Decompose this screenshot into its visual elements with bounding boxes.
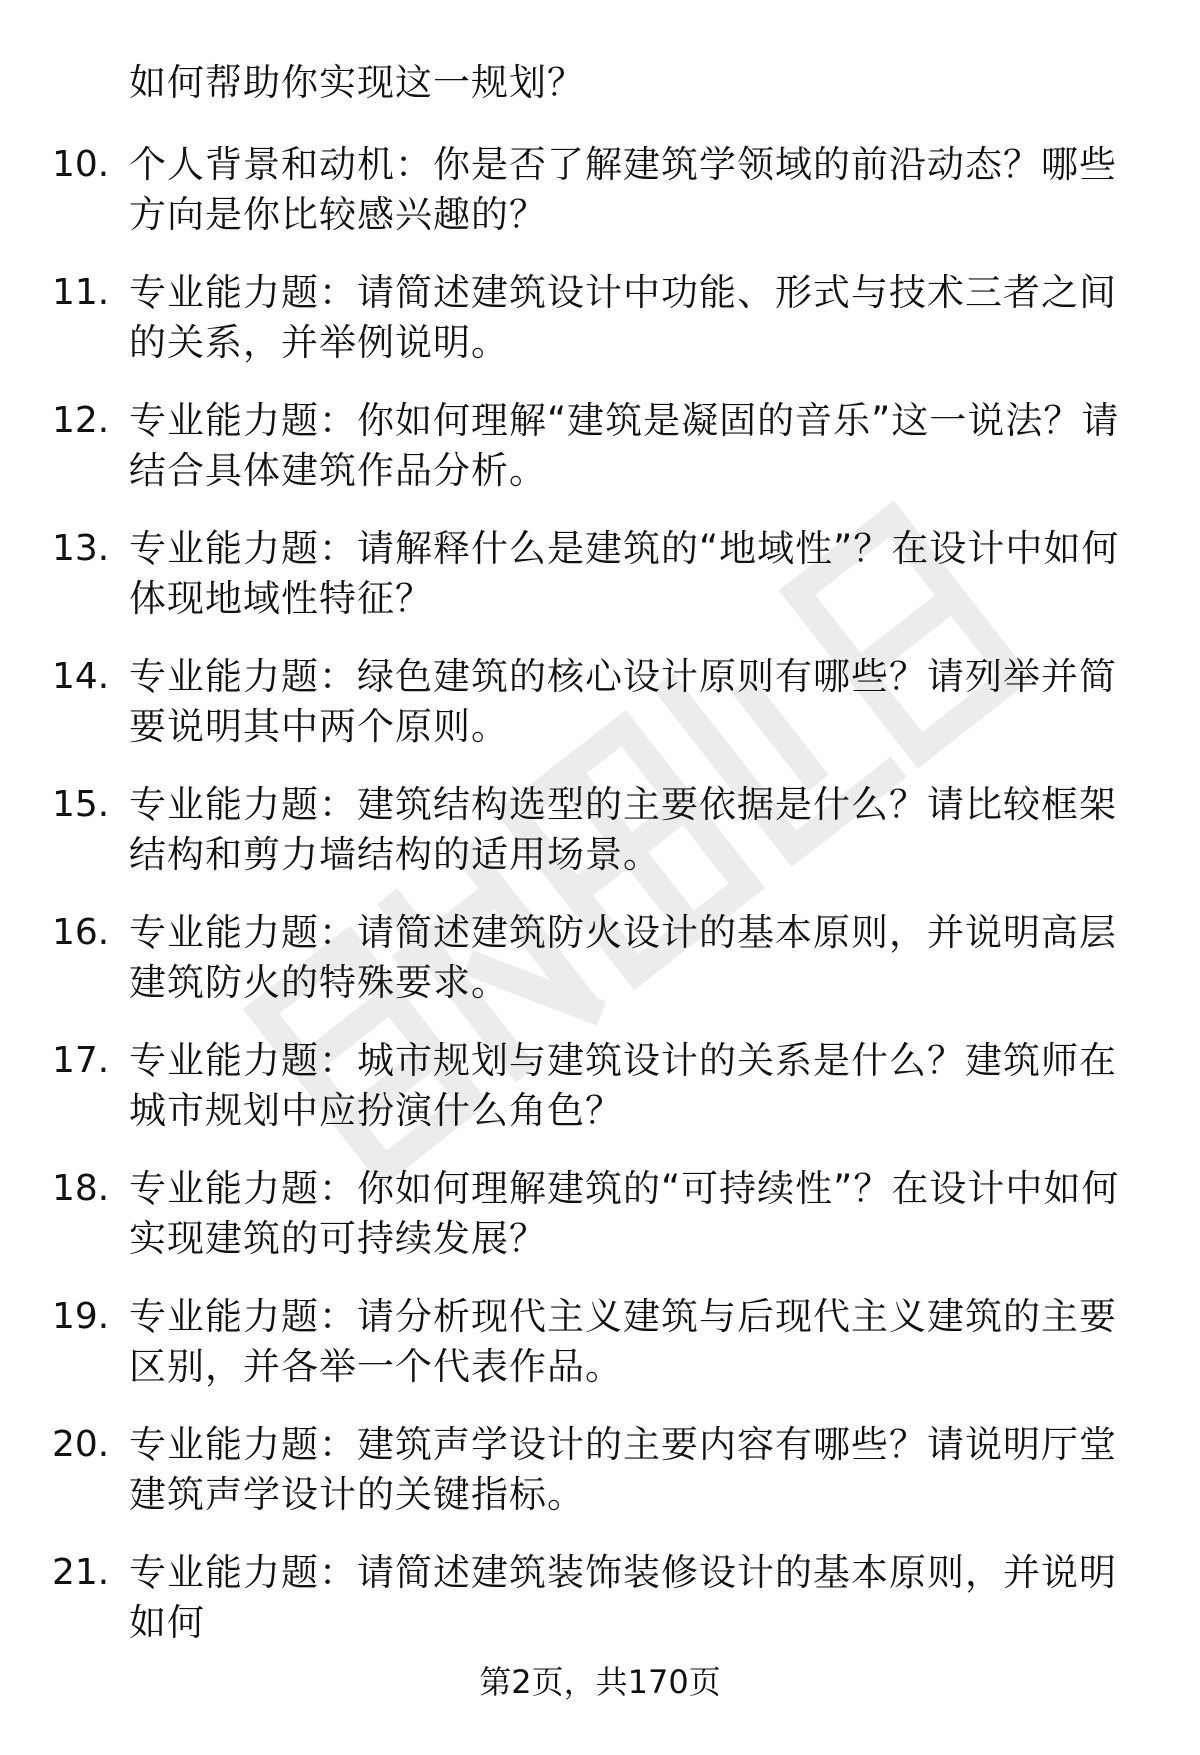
item-text: 专业能力题：城市规划与建筑设计的关系是什么？建筑师在城市规划中应扮演什么角色？ bbox=[129, 1039, 1117, 1132]
item-number: 19. bbox=[52, 1296, 110, 1337]
item-text: 专业能力题：请分析现代主义建筑与后现代主义建筑的主要区别，并各举一个代表作品。 bbox=[129, 1295, 1117, 1388]
item-number: 11. bbox=[52, 272, 110, 313]
item-text: 专业能力题：请简述建筑装饰装修设计的基本原则，并说明如何 bbox=[129, 1551, 1117, 1644]
list-item bbox=[0, 1292, 1200, 1420]
list-item bbox=[0, 780, 1200, 908]
item-number: 15. bbox=[52, 784, 110, 825]
item-text: 专业能力题：你如何理解“建筑是凝固的音乐”这一说法？请结合具体建筑作品分析。 bbox=[129, 399, 1120, 492]
list-item bbox=[0, 524, 1200, 652]
item-text: 专业能力题：建筑结构选型的主要依据是什么？请比较框架结构和剪力墙结构的适用场景。 bbox=[129, 783, 1117, 876]
question-list bbox=[0, 140, 1200, 1676]
list-item bbox=[0, 140, 1200, 268]
list-item bbox=[0, 1420, 1200, 1548]
item-number: 21. bbox=[52, 1552, 110, 1593]
item-number: 14. bbox=[52, 656, 110, 697]
item-text: 专业能力题：绿色建筑的核心设计原则有哪些？请列举并简要说明其中两个原则。 bbox=[129, 655, 1117, 748]
continuation-text: 如何帮助你实现这一规划？ bbox=[129, 61, 585, 104]
item-text: 专业能力题：你如何理解建筑的“可持续性”？在设计中如何实现建筑的可持续发展？ bbox=[129, 1167, 1120, 1260]
item-number: 20. bbox=[52, 1424, 110, 1465]
list-item bbox=[0, 268, 1200, 396]
list-item bbox=[0, 396, 1200, 524]
item-text: 专业能力题：建筑声学设计的主要内容有哪些？请说明厅堂建筑声学设计的关键指标。 bbox=[129, 1423, 1117, 1516]
item-text: 专业能力题：请解释什么是建筑的“地域性”？在设计中如何体现地域性特征？ bbox=[129, 527, 1120, 620]
item-number: 16. bbox=[52, 912, 110, 953]
item-number: 13. bbox=[52, 528, 110, 569]
item-text: 专业能力题：请简述建筑防火设计的基本原则，并说明高层建筑防火的特殊要求。 bbox=[129, 911, 1117, 1004]
item-text: 专业能力题：请简述建筑设计中功能、形式与技术三者之间的关系，并举例说明。 bbox=[129, 271, 1117, 364]
list-item bbox=[0, 1548, 1200, 1676]
item-number: 18. bbox=[52, 1168, 110, 1209]
item-number: 17. bbox=[52, 1040, 110, 1081]
page-footer: 第2页，共170页 bbox=[479, 1663, 721, 1701]
list-item bbox=[0, 652, 1200, 780]
item-number: 12. bbox=[52, 400, 110, 441]
list-item bbox=[0, 1036, 1200, 1164]
list-item bbox=[0, 1164, 1200, 1292]
list-item bbox=[0, 908, 1200, 1036]
item-number: 10. bbox=[52, 144, 110, 185]
item-text: 个人背景和动机：你是否了解建筑学领域的前沿动态？哪些方向是你比较感兴趣的？ bbox=[129, 143, 1117, 236]
